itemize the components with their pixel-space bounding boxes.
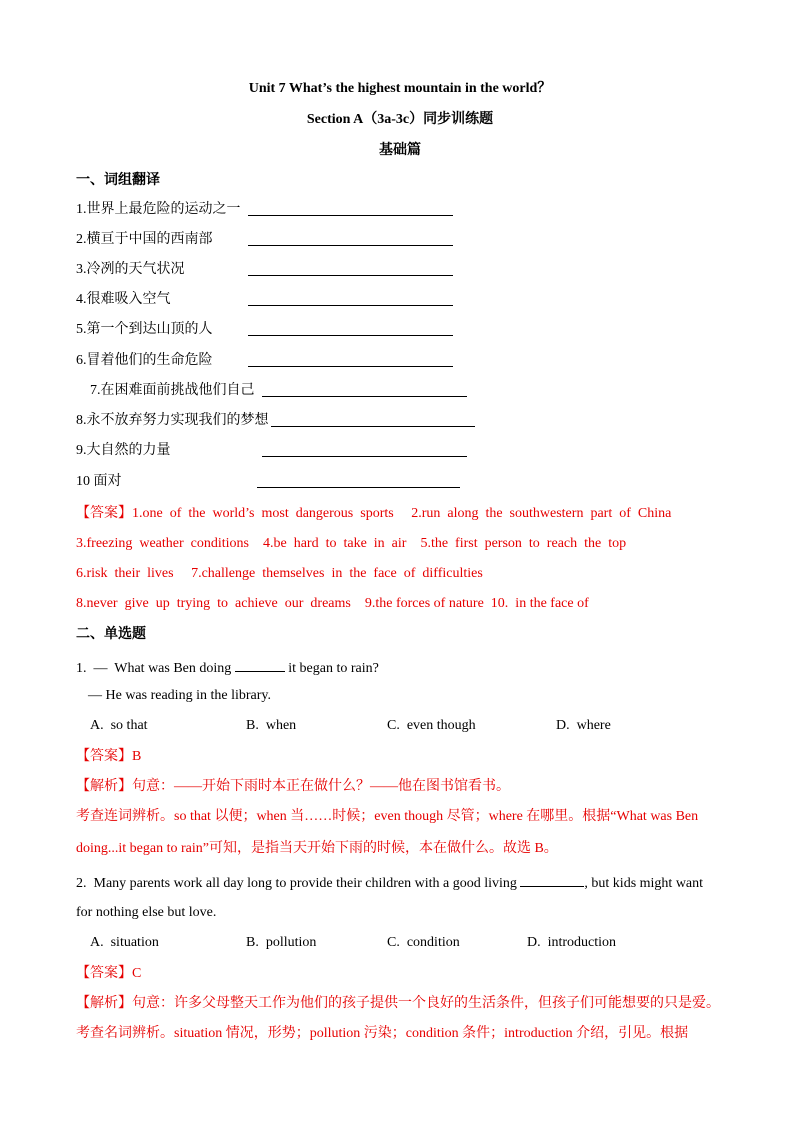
answer-line: 6.risk their lives 7.challenge themselves in the face of difficulties: [76, 566, 483, 581]
option-a[interactable]: A. situation: [90, 935, 159, 950]
phrase-item: 4.很难吸入空气: [76, 292, 171, 307]
question-1-response: — He was reading in the library.: [88, 688, 271, 703]
option-a[interactable]: A. so that: [90, 718, 148, 733]
option-d[interactable]: D. where: [556, 718, 611, 733]
analysis-line: 【解析】句意：许多父母整天工作为他们的孩子提供一个良好的生活条件，但孩子们可能想要的只是爱。: [76, 996, 720, 1011]
answer-blank[interactable]: [235, 657, 285, 672]
option-d[interactable]: D. introduction: [527, 935, 617, 950]
option-b[interactable]: B. when: [246, 718, 297, 733]
answer-line: 8.never give up trying to achieve our dreams 9.the forces of nature 10. in the face of: [76, 596, 589, 611]
question-2-continued: for nothing else but love.: [76, 905, 217, 920]
answer-blank[interactable]: [248, 291, 453, 306]
phrase-item: 8.永不放弃努力实现我们的梦想: [76, 413, 269, 428]
level-title: 基础篇: [379, 143, 421, 158]
phrase-item: 7.在困难面前挑战他们自己: [90, 383, 255, 398]
answer-blank[interactable]: [248, 201, 453, 216]
question-1: 1. — What was Ben doing it began to rain?: [76, 657, 379, 678]
phrase-item: 9.大自然的力量: [76, 443, 171, 458]
answer-line: 3.freezing weather conditions 4.be hard to take in air 5.the first person to reach the top: [76, 536, 627, 551]
answer-blank[interactable]: [257, 473, 460, 488]
option-c[interactable]: C. even though: [387, 718, 476, 733]
answer-blank[interactable]: [520, 872, 584, 887]
option-b[interactable]: B. pollution: [246, 935, 317, 950]
answer-key: 【答案】B: [76, 749, 142, 764]
answer-line: 【答案】1.one of the world’s most dangerous sports 2.run along the southwestern part of China: [76, 506, 672, 521]
answer-blank[interactable]: [248, 321, 453, 336]
answer-blank[interactable]: [262, 442, 467, 457]
phrase-item: 3.冷冽的天气状况: [76, 262, 185, 277]
phrase-item: 1.世界上最危险的运动之一: [76, 202, 241, 217]
phrase-item: 6.冒着他们的生命危险: [76, 353, 213, 368]
answer-blank[interactable]: [248, 231, 453, 246]
analysis-line: doing...it began to rain”可知，是指当天开始下雨的时候，本在做什么。故选 B。: [76, 841, 558, 856]
phrase-item: 5.第一个到达山顶的人: [76, 322, 213, 337]
answer-blank[interactable]: [248, 352, 453, 367]
question-2: 2. Many parents work all day long to provide their children with a good living , but kids might want: [76, 872, 703, 893]
answer-blank[interactable]: [271, 412, 475, 427]
option-c[interactable]: C. condition: [387, 935, 460, 950]
unit-title: Unit 7 What’s the highest mountain in the world？: [248, 81, 552, 96]
part2-heading: 二、单选题: [76, 627, 146, 642]
analysis-line: 考查名词辨析。situation 情况，形势；pollution 污染；condition 条件；introduction 介绍，引见。根据: [76, 1026, 689, 1041]
part1-heading: 一、词组翻译: [76, 173, 160, 188]
answer-key: 【答案】C: [76, 966, 142, 981]
answer-blank[interactable]: [262, 382, 467, 397]
section-title: Section A（3a-3c）同步训练题: [306, 112, 494, 127]
phrase-item: 10 面对: [76, 474, 122, 489]
analysis-line: 考查连词辨析。so that 以便；when 当……时候；even though 尽管；where 在哪里。根据“What was Ben: [76, 809, 699, 824]
phrase-item: 2.横亘于中国的西南部: [76, 232, 213, 247]
answer-blank[interactable]: [248, 261, 453, 276]
analysis-line: 【解析】句意：——开始下雨时本正在做什么？——他在图书馆看书。: [76, 779, 510, 794]
